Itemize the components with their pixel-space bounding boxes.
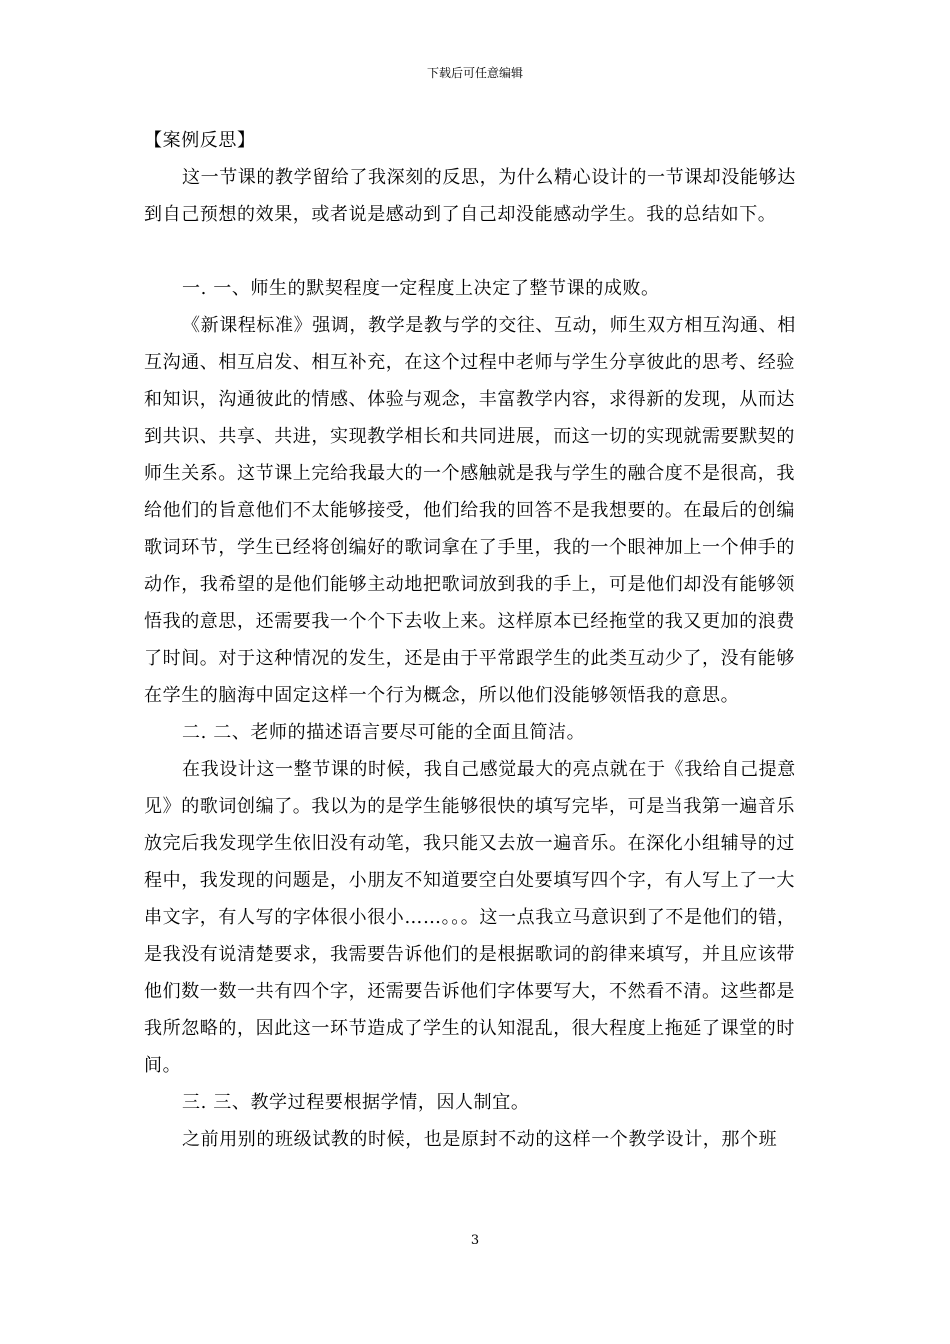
point-1-body: 《新课程标准》强调，教学是教与学的交往、互动，师生双方相互沟通、相互沟通、相互启发、相互补充，在这个过程中老师与学生分享彼此的思考、经验和知识，沟通彼此的情感、体验与观念，丰富教学内容，求得新的发现，从而达到共识、共享、共进，实现教学相长和共同进展，而这一切的实现就需要默契的师生关系。这节课上完给我最大的一个感触就是我与学生的融合度不是很高，我给他们的旨意他们不太能够接受，他们给我的回答不是我想要的。在最后的创编歌词环节，学生已经将创编好的歌词拿在了手里，我的一个眼神加上一个伸手的动作，我希望的是他们能够主动地把歌词放到我的手上，可是他们却没有能够领悟我的意思，还需要我一个个下去收上来。这样原本已经拖堂的我又更加的浪费了时间。对于这种情况的发生，还是由于平常跟学生的此类互动少了，没有能够在学生的脑海中固定这样一个行为概念，所以他们没能够领悟我的意思。 <box>144 315 796 706</box>
page-number: 3 <box>470 1233 480 1248</box>
section-title: 【案例反思】 <box>144 130 256 151</box>
intro-paragraph: 这一节课的教学留给了我深刻的反思，为什么精心设计的一节课却没能够达到自己预想的效果，或者说是感动到了自己却没能感动学生。我的总结如下。 <box>144 167 796 225</box>
document-body <box>144 122 804 1158</box>
point-3-body: 之前用别的班级试教的时候，也是原封不动的这样一个教学设计，那个班 <box>182 1129 778 1150</box>
point-2-heading: 二. 二、老师的描述语言要尽可能的全面且简洁。 <box>182 722 586 743</box>
page-header: 下载后可任意编辑 <box>426 66 523 80</box>
point-3-heading: 三. 三、教学过程要根据学情，因人制宜。 <box>182 1092 530 1113</box>
point-2-body: 在我设计这一整节课的时候，我自己感觉最大的亮点就在于《我给自己提意见》的歌词创编了。我以为的是学生能够很快的填写完毕，可是当我第一遍音乐放完后我发现学生依旧没有动笔，我只能又去放一遍音乐。在深化小组辅导的过程中，我发现的问题是，小朋友不知道要空白处要填写四个字，有人写上了一大串文字，有人写的字体很小很小……。。。这一点我立马意识到了不是他们的错，是我没有说清楚要求，我需要告诉他们的是根据歌词的韵律来填写，并且应该带他们数一数一共有四个字，还需要告诉他们字体要写大，不然看不清。这些都是我所忽略的，因此这一环节造成了学生的认知混乱，很大程度上拖延了课堂的时间。 <box>144 759 796 1076</box>
point-1-heading: 一. 一、师生的默契程度一定程度上决定了整节课的成败。 <box>182 278 660 299</box>
